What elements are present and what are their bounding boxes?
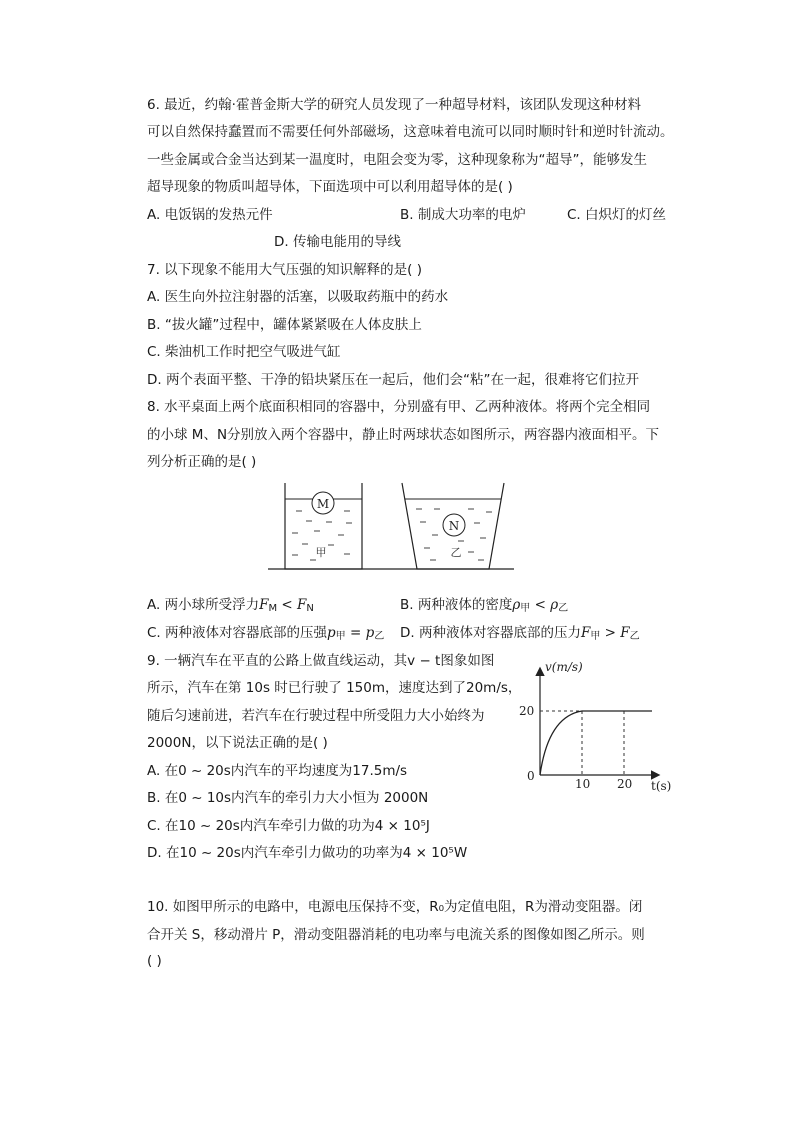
liquid-label-yi: 乙 — [450, 546, 462, 559]
q6-option-c: C. 白炽灯的灯丝 — [567, 207, 667, 223]
q7-stem: 7. 以下现象不能用大气压强的知识解释的是( ) — [147, 262, 422, 278]
q10-line-2: 合开关 S，移动滑片 P，滑动变阻器消耗的电功率与电流关系的图像如图乙所示。则 — [147, 927, 645, 943]
q6-option-d: D. 传输电能用的导线 — [274, 234, 401, 250]
graph-y-label: v(m/s) — [545, 660, 583, 674]
q6-line-3: 一些金属或合金当达到某一温度时，电阻会变为零，这种现象称为“超导”，能够发生 — [147, 152, 647, 168]
q6-line-4: 超导现象的物质叫超导体，下面选项中可以利用超导体的是( ) — [147, 179, 513, 195]
q8-line-2: 的小球 M、N分别放入两个容器中，静止时两球状态如图所示，两容器内液面相平。下 — [147, 427, 660, 443]
q8-line-1: 8. 水平桌面上两个底面积相同的容器中，分别盛有甲、乙两种液体。将两个完全相同 — [147, 399, 651, 415]
q9-line-3: 随后匀速前进，若汽车在行驶过程中所受阻力大小始终为 — [147, 708, 485, 724]
q8-option-a: A. 两小球所受浮力$F_M < F_N$ — [147, 597, 314, 614]
graph-x-tick-20: 20 — [617, 777, 633, 791]
graph-x-label: t(s) — [651, 779, 672, 793]
q8-containers-figure — [268, 478, 518, 578]
q9-line-4: 2000N，以下说法正确的是( ) — [147, 735, 328, 751]
q8-option-d: D. 两种液体对容器底部的压力$F_甲 > F_乙$ — [400, 625, 640, 642]
q9-line-1: 9. 一辆汽车在平直的公路上做直线运动，其v − t图象如图 — [147, 653, 495, 669]
q9-option-b: B. 在0 ~ 10s内汽车的牵引力大小恒为 2000N — [147, 790, 429, 806]
q8-line-3: 列分析正确的是( ) — [147, 454, 257, 470]
graph-origin-label: 0 — [527, 769, 535, 783]
q6-option-b: B. 制成大功率的电炉 — [400, 207, 526, 223]
ball-m-label: M — [316, 497, 330, 511]
ball-n-label: N — [448, 519, 460, 533]
q9-line-2: 所示，汽车在第 10s 时已行驶了 150m，速度达到了20m/s， — [147, 680, 522, 696]
q7-option-b: B. “拔火罐”过程中，罐体紧紧吸在人体皮肤上 — [147, 317, 422, 333]
q9-option-d: D. 在10 ~ 20s内汽车牵引力做功的功率为4 × 10⁵W — [147, 845, 468, 861]
q6-option-a: A. 电饭锅的发热元件 — [147, 207, 273, 223]
q6-line-2: 可以自然保持蠢置而不需要任何外部磁场，这意味着电流可以同时顺时针和逆时针流动。 — [147, 124, 674, 140]
q9-option-c: C. 在10 ~ 20s内汽车牵引力做的功为4 × 10⁵J — [147, 818, 430, 834]
q9-option-a: A. 在0 ~ 20s内汽车的平均速度为17.5m/s — [147, 763, 408, 779]
q8-option-b: B. 两种液体的密度$\rho_甲 < \rho_乙$ — [400, 597, 569, 614]
q10-line-3: ( ) — [147, 953, 162, 969]
q8-option-c: C. 两种液体对容器底部的压强$p_甲 = p_乙$ — [147, 625, 385, 642]
graph-x-tick-10: 10 — [575, 777, 591, 791]
graph-velocity-curve — [540, 711, 652, 775]
graph-y-tick-20: 20 — [519, 704, 535, 718]
liquid-label-jia: 甲 — [315, 546, 327, 559]
q7-option-c: C. 柴油机工作时把空气吸进气缸 — [147, 344, 341, 360]
q10-line-1: 10. 如图甲所示的电路中，电源电压保持不变，R₀为定值电阻，R为滑动变阻器。闭 — [147, 899, 643, 915]
q6-line-1: 6. 最近，约翰·霍普金斯大学的研究人员发现了一种超导材料，该团队发现这种材料 — [147, 97, 641, 113]
q7-option-d: D. 两个表面平整、干净的铅块紧压在一起后，他们会“粘”在一起，很难将它们拉开 — [147, 372, 639, 388]
q7-option-a: A. 医生向外拉注射器的活塞，以吸取药瓶中的药水 — [147, 289, 449, 305]
q9-vt-graph — [515, 655, 675, 795]
